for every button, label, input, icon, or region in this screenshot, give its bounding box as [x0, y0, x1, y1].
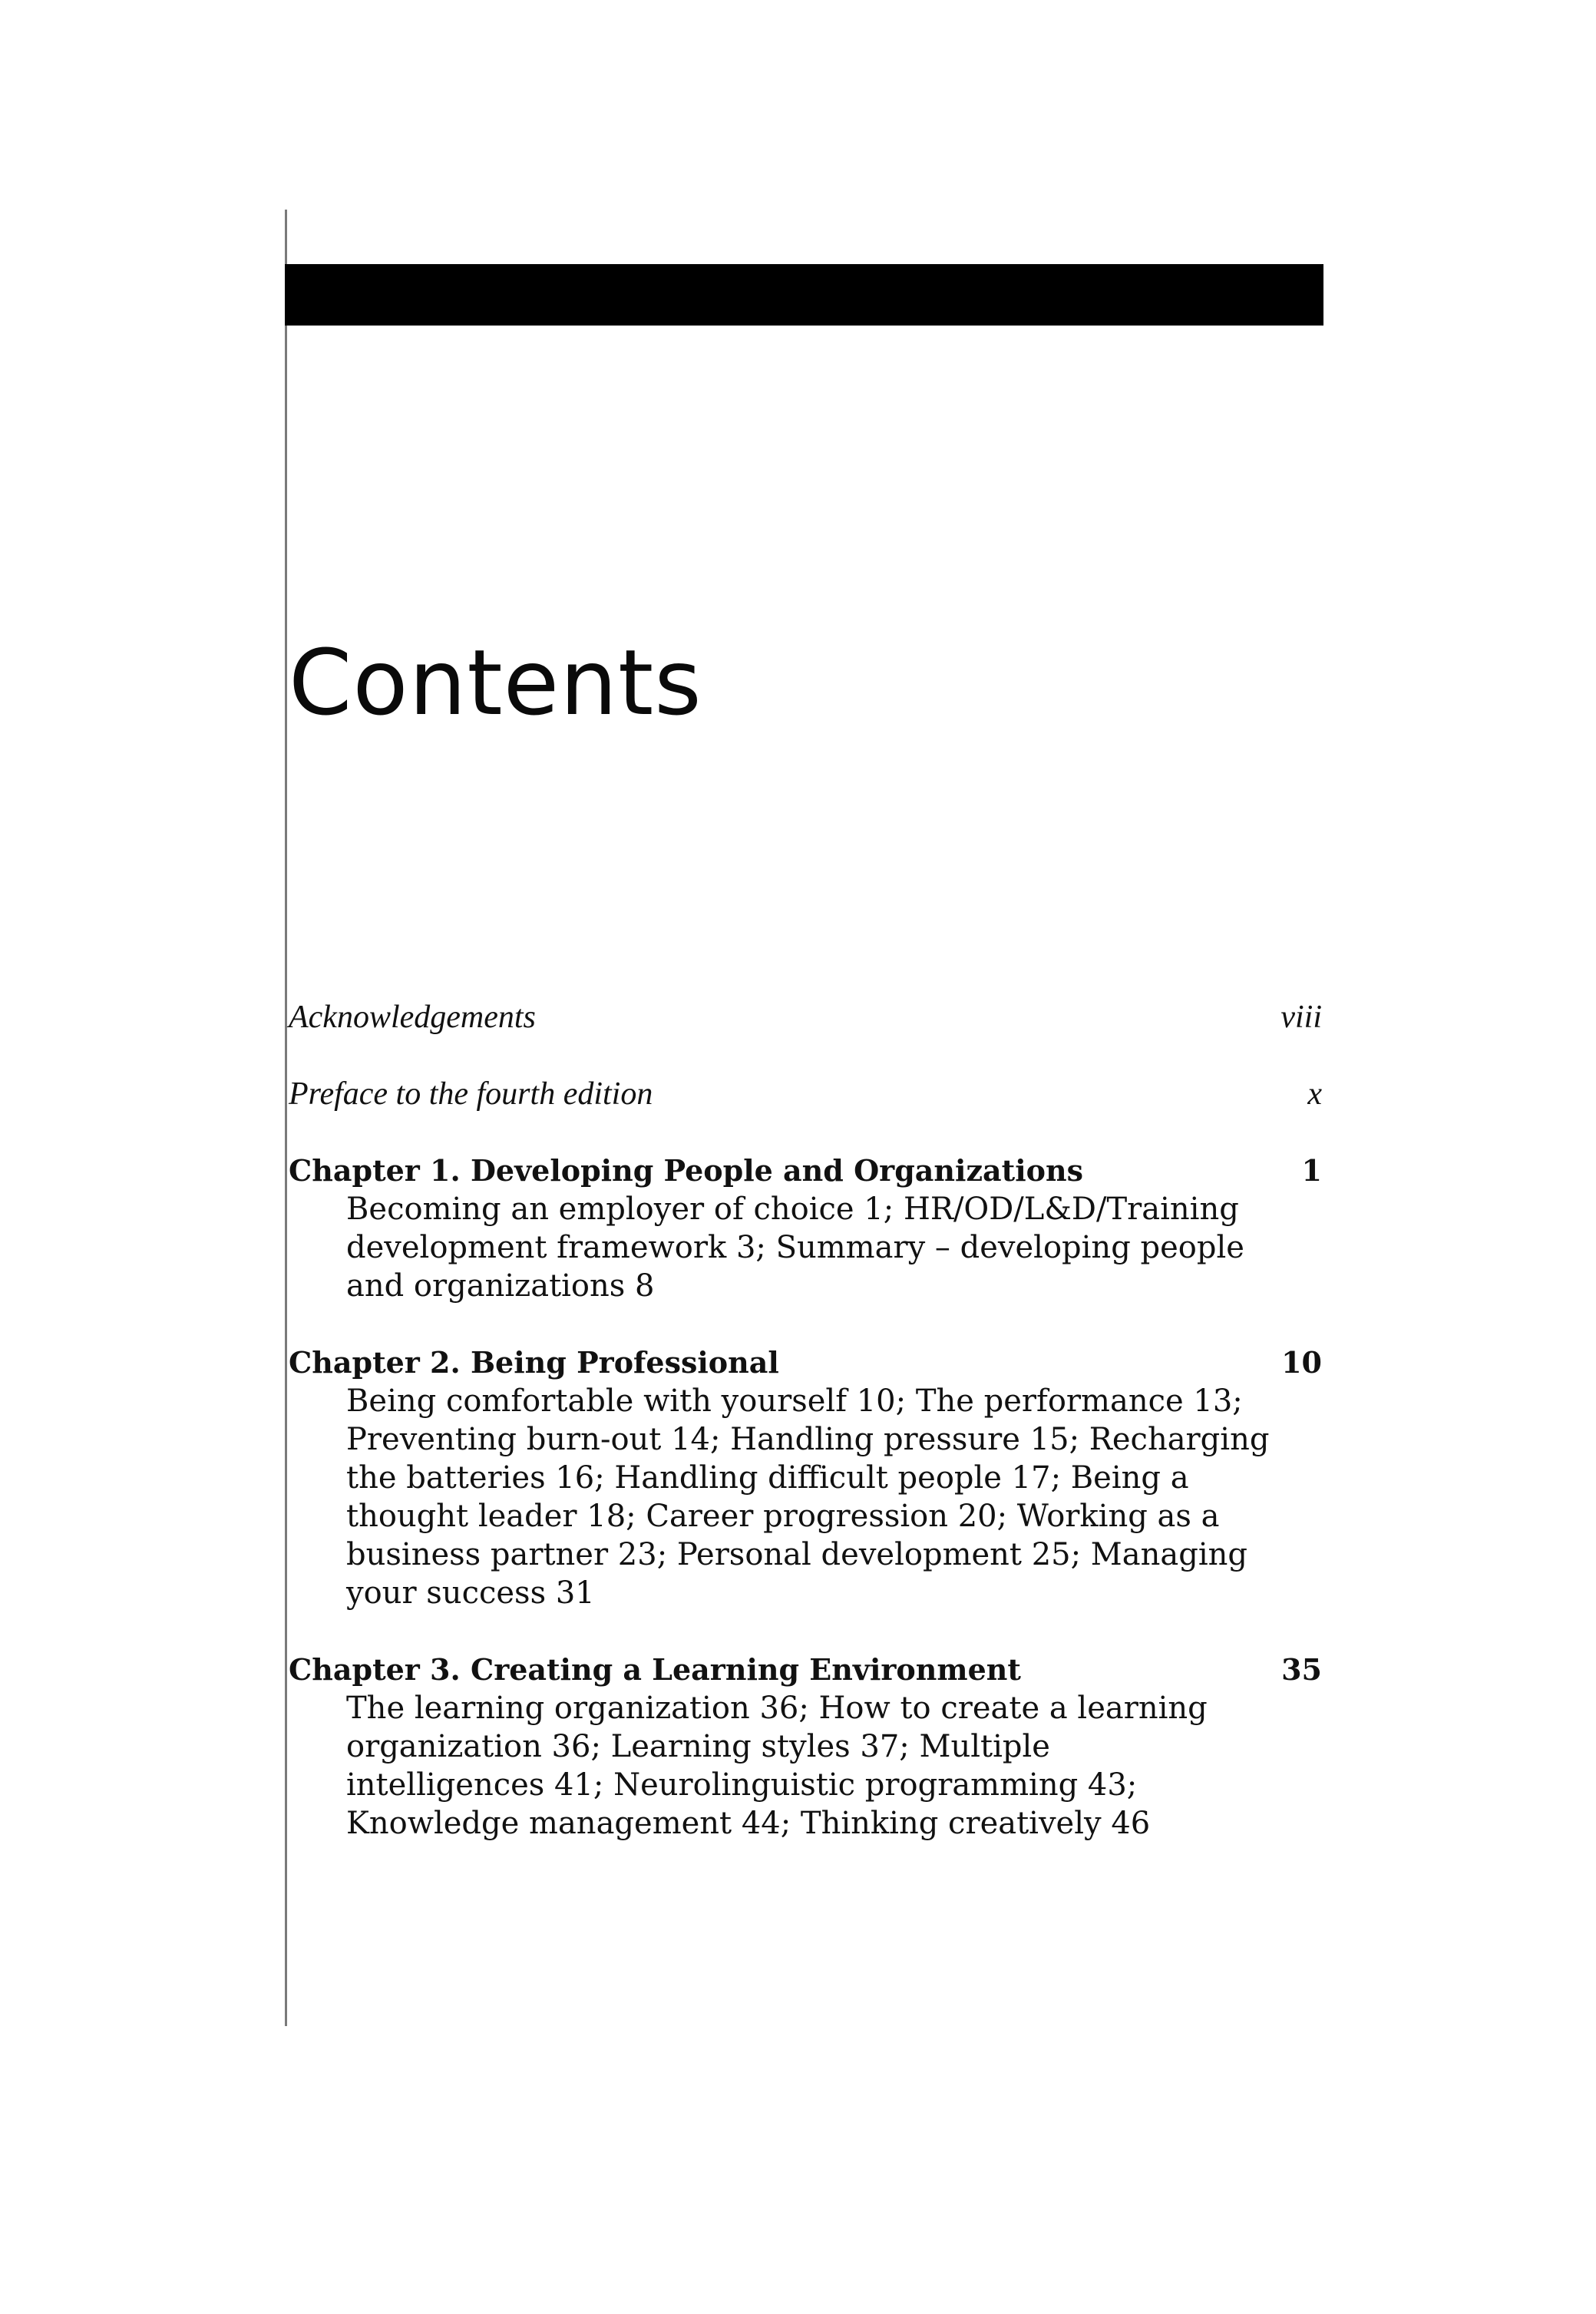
toc-entry-chapter-1[interactable] [289, 1152, 1322, 1305]
toc-page-number: viii [1280, 1000, 1322, 1035]
toc-entry-title: Preface to the fourth edition [289, 1076, 653, 1112]
table-of-contents [289, 998, 1322, 1881]
chapter-title: Chapter 2. Being Professional [289, 1345, 779, 1380]
margin-rule [285, 210, 287, 2026]
toc-entry-chapter-2[interactable] [289, 1344, 1322, 1612]
chapter-sections: Being comfortable with yourself 10; The performance 13; Preventing burn-out 14; Handling pressure 15; Recharging the batteries 16; Handling difficult people 17; Being a thought leader 18; Career progression 20; Working as a business partner 23; Personal development 25; Managing your success 31 [346, 1383, 1270, 1611]
toc-page-number: 10 [1281, 1345, 1322, 1380]
toc-page-number: 1 [1301, 1153, 1322, 1188]
chapter-sections: Becoming an employer of choice 1; HR/OD/L&D/Training development framework 3; Summary – developing people and organizations 8 [346, 1192, 1244, 1304]
toc-entry-chapter-3[interactable] [289, 1651, 1322, 1843]
chapter-title: Chapter 3. Creating a Learning Environment [289, 1652, 1021, 1687]
chapter-sections: The learning organization 36; How to create a learning organization 36; Learning styles 37; Multiple intelligences 41; Neurolinguistic programming 43; Knowledge management 44; Thinking creatively 46 [346, 1691, 1208, 1841]
toc-entry-acknowledgements[interactable] [289, 998, 1322, 1036]
page-title: Contents [289, 630, 702, 736]
toc-page-number: 35 [1281, 1652, 1322, 1687]
header-bar [285, 264, 1323, 326]
toc-entry-preface[interactable] [289, 1075, 1322, 1113]
chapter-title: Chapter 1. Developing People and Organizations [289, 1153, 1084, 1188]
toc-entry-title: Acknowledgements [289, 1000, 536, 1035]
toc-page-number: x [1307, 1076, 1322, 1112]
